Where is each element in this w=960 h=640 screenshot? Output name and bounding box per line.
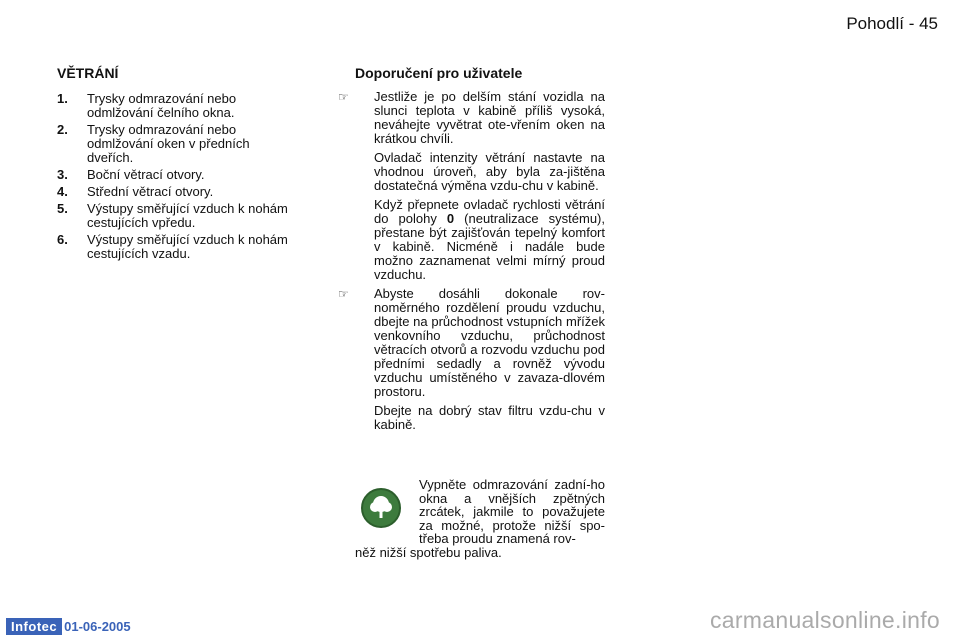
ventilation-title: VĚTRÁNÍ [57, 65, 119, 81]
list-item [57, 92, 289, 120]
pointing-hand-icon: ☞ [338, 90, 349, 104]
footer [6, 618, 131, 635]
ventilation-list [57, 92, 289, 261]
item-text: Střední větrací otvory. [87, 184, 214, 199]
eco-note-tail: něž nižší spotřebu paliva. [355, 544, 502, 560]
paragraph-text: Abyste dosáhli dokonale rov-noměrného rozdělení proudu vzduchu, dbejte na průchodnost vstupních mřížek venkovního vzduchu, průchodnost větracích otvorů a rozvodu vzduchu pod předními sedadly a rovněž vývodu vzduchu umístěného v zavaza-dlovém prostoru. [374, 286, 605, 399]
brand-badge: Infotec [6, 618, 62, 635]
paragraph-text: Jestliže je po delším stání vozidla na slunci teplota v kabině příliš vysoká, neváhejte vyvětrat ote-vřením oken na krátkou chvíli. [374, 89, 605, 146]
item-text: Trysky odmrazování nebo odmlžování oken v předních dveřích. [87, 122, 250, 165]
list-item [57, 123, 289, 165]
position-value: 0 [446, 211, 455, 226]
list-item [57, 202, 289, 230]
eco-note-text: Vypněte odmrazování zadní-ho okna a vnějších zpětných zrcátek, jakmile to považujete za možné, protože nižší spo-třeba proudu znamená rov- [419, 477, 605, 546]
paragraph-text: Dbejte na dobrý stav filtru vzdu-chu v kabině. [374, 403, 605, 432]
item-text: Výstupy směřující vzduch k nohám cestujících vzadu. [87, 232, 288, 261]
list-item [57, 185, 289, 199]
paragraph-text: Když přepnete ovladač rychlosti větrání do polohy [374, 197, 605, 226]
eco-note [355, 478, 605, 559]
item-number: 3. [57, 167, 68, 182]
recommendation-paragraph [338, 286, 605, 399]
watermark: carmanualsonline.info [709, 607, 940, 633]
recommendation-paragraph [338, 89, 605, 146]
item-number: 6. [57, 232, 68, 247]
list-item [57, 168, 289, 182]
item-number: 4. [57, 184, 68, 199]
footer-date: 01-06-2005 [64, 619, 131, 634]
paragraph-text: Ovladač intenzity větrání nastavte na vhodnou úroveň, aby byla za-jištěna dostatečná výměna vzdu-chu v kabině. [374, 150, 605, 193]
paragraph-text: (neutralizace systému), přestane být zajišťován tepelný komfort v kabině. Nicméně i nadále bude možno zaznamenat velmi mírný proud vzduchu. [374, 211, 605, 282]
item-number: 5. [57, 201, 68, 216]
recommendation-paragraph [355, 404, 605, 432]
list-item [57, 233, 289, 261]
item-text: Trysky odmrazování nebo odmlžování čelního okna. [87, 91, 237, 120]
item-number: 2. [57, 122, 68, 137]
recommendations-title: Doporučení pro uživatele [355, 65, 523, 81]
recommendation-paragraph [355, 151, 605, 193]
recommendation-paragraph [355, 198, 605, 282]
item-number: 1. [57, 91, 68, 106]
pointing-hand-icon: ☞ [338, 287, 349, 301]
item-text: Výstupy směřující vzduch k nohám cestujících vpředu. [87, 201, 288, 230]
ventilation-section [57, 66, 289, 264]
recommendations-section [338, 65, 605, 437]
item-text: Boční větrací otvory. [87, 167, 205, 182]
page-header: Pohodlí - 45 [846, 14, 938, 33]
tree-icon [361, 488, 401, 528]
